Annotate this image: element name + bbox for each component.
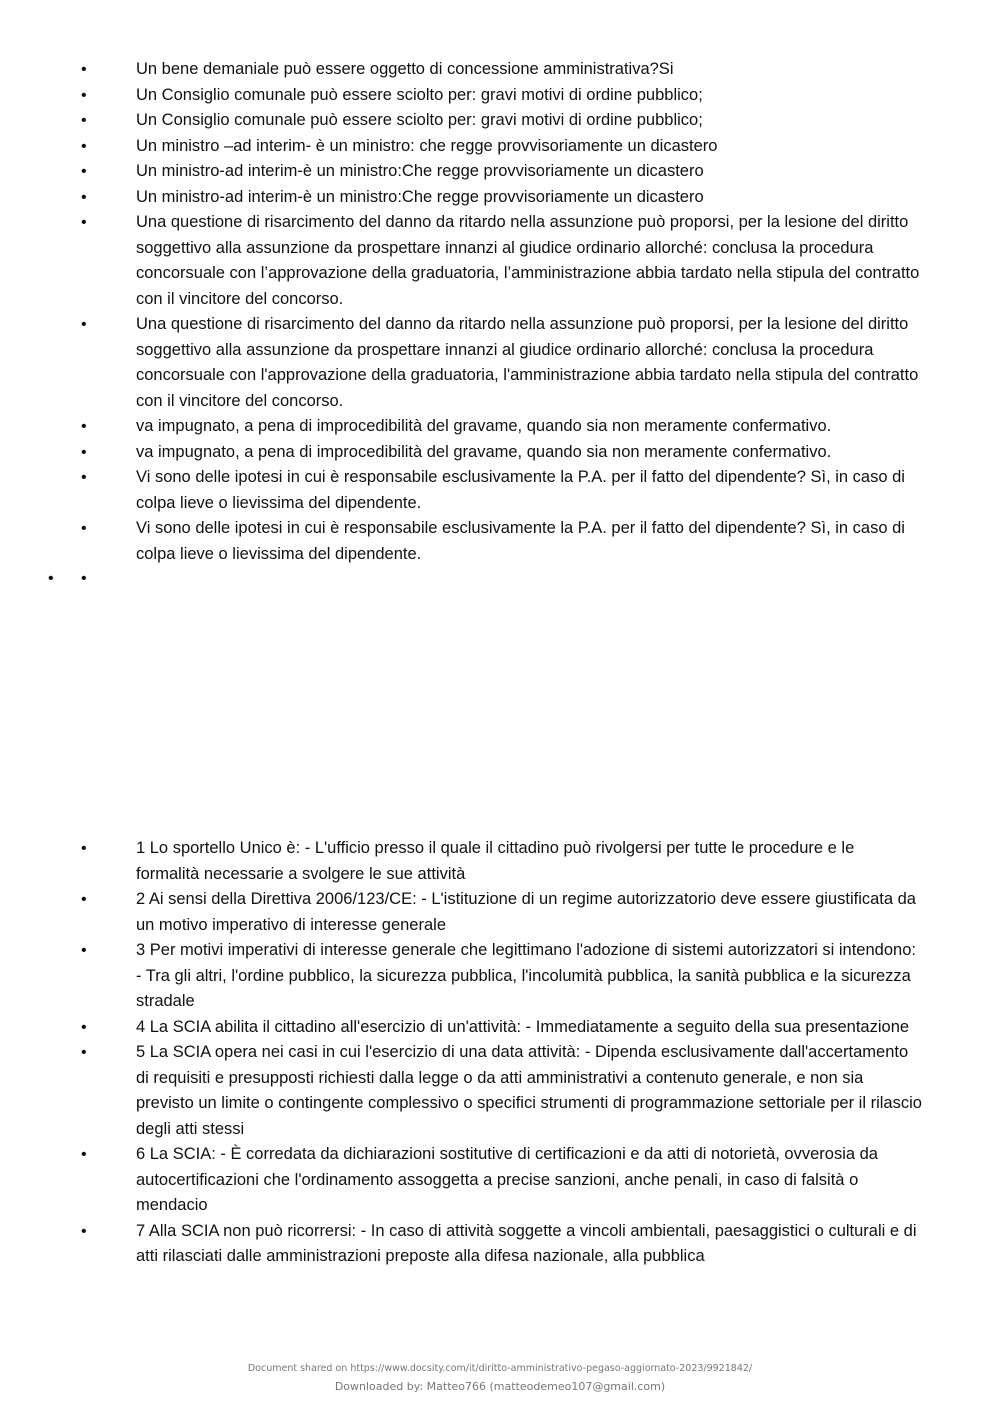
list-item xyxy=(0,465,1000,516)
list-item-text: Un Consiglio comunale può essere sciolto per: gravi motivi di ordine pubblico; xyxy=(136,111,703,129)
list-item xyxy=(0,134,1000,160)
list-item-text: 6 La SCIA: - È corredata da dichiarazioni sostitutive di certificazioni e da atti di notorietà, ovverosia da autocertificazioni che l'ordinamento assoggetta a precise sanzioni, anche penali, in caso di falsità o mendacio xyxy=(136,1145,878,1214)
stray-bullet: • xyxy=(81,570,87,587)
stray-bullet: • xyxy=(48,570,54,587)
list-item-text: Vi sono delle ipotesi in cui è responsabile esclusivamente la P.A. per il fatto del dipendente? Sì, in caso di colpa lieve o lievissima del dipendente. xyxy=(136,468,905,512)
bullet-icon: • xyxy=(81,163,87,180)
list-item xyxy=(0,108,1000,134)
bullet-icon: • xyxy=(81,443,87,461)
bullet-icon: • xyxy=(81,1222,87,1240)
list-item xyxy=(0,83,1000,109)
list-item-text: Vi sono delle ipotesi in cui è responsabile esclusivamente la P.A. per il fatto del dipendente? Sì, in caso di colpa lieve o lievissima del dipendente. xyxy=(136,519,905,563)
list-item-text: va impugnato, a pena di improcedibilità del gravame, quando sia non meramente confermativo. xyxy=(136,417,832,435)
list-item-text: Un Consiglio comunale può essere sciolto per: gravi motivi di ordine pubblico; xyxy=(136,85,703,104)
list-item-text: 4 La SCIA abilita il cittadino all'esercizio di un'attività: - Immediatamente a seguito della sua presentazione xyxy=(136,1017,910,1036)
list-item xyxy=(0,312,1000,414)
bullet-icon: • xyxy=(81,137,87,155)
list-item-text: Una questione di risarcimento del danno da ritardo nella assunzione può proporsi, per la lesione del diritto soggettivo alla assunzione da prospettare innanzi al giudice ordinario allorché: conclusa la procedura concorsuale con l’approvazione della graduatoria, l’amministrazione abbia tardato nella stipula del contratto con il vincitore del concorso. xyxy=(136,213,920,308)
question-list-bottom xyxy=(0,836,1000,1270)
bullet-icon: • xyxy=(81,942,87,959)
list-item-text: 7 Alla SCIA non può ricorrersi: - In caso di attività soggette a vincoli ambientali, paesaggistici o culturali e di atti rilasciati dalle amministrazioni preposte alla difesa nazionale, alla pubblica xyxy=(136,1221,917,1265)
bullet-icon: • xyxy=(81,61,87,78)
bullet-icon: • xyxy=(81,214,87,231)
bullet-icon: • xyxy=(81,188,87,206)
list-item xyxy=(0,1040,1000,1142)
list-item xyxy=(0,440,1000,466)
question-list-top xyxy=(0,57,1000,567)
bullet-icon: • xyxy=(81,112,87,129)
list-item xyxy=(0,185,1000,211)
bullet-icon: • xyxy=(81,1044,87,1061)
list-item-text: Una questione di risarcimento del danno da ritardo nella assunzione può proporsi, per la lesione del diritto soggettivo alla assunzione da prospettare innanzi al giudice ordinario allorché: conclusa la procedura concorsuale con l'approvazione della graduatoria, l'amministrazione abbia tardato nella stipula del contratto con il vincitore del concorso. xyxy=(136,315,919,410)
bullet-icon: • xyxy=(81,1018,87,1036)
bullet-icon: • xyxy=(81,316,87,333)
list-item-text: Un ministro-ad interim-è un ministro:Che regge provvisoriamente un dicastero xyxy=(136,162,704,180)
list-item-text: Un ministro –ad interim- è un ministro: che regge provvisoriamente un dicastero xyxy=(136,136,718,155)
list-item xyxy=(0,516,1000,567)
bullet-icon: • xyxy=(81,86,87,104)
footer-shared-link: Document shared on https://www.docsity.com/it/diritto-amministrativo-pegaso-aggiornato-2023/9921842/ xyxy=(247,1363,753,1374)
list-item-text: Un ministro-ad interim-è un ministro:Che regge provvisoriamente un dicastero xyxy=(136,187,704,206)
bullet-icon: • xyxy=(81,1146,87,1163)
list-item-text: 3 Per motivi imperativi di interesse generale che legittimano l'adozione di sistemi autorizzatori si intendono: - Tra gli altri, l'ordine pubblico, la sicurezza pubblica, l'incolumità pubblica, la sanità pubblica e la sicurezza stradale xyxy=(136,941,916,1010)
list-item xyxy=(0,159,1000,185)
list-item xyxy=(0,57,1000,83)
bullet-icon: • xyxy=(81,840,87,857)
list-item-text: 5 La SCIA opera nei casi in cui l'esercizio di una data attività: - Dipenda esclusivamente dall'accertamento di requisiti e presupposti richiesti dalla legge o da atti amministrativi a contenuto generale, e non sia previsto un limite o contingente complessivo o specifici strumenti di programmazione settoriale per il rilascio degli atti stessi xyxy=(136,1043,922,1138)
bullet-icon: • xyxy=(81,418,87,435)
list-item xyxy=(0,1015,1000,1041)
list-item-text: 2 Ai sensi della Direttiva 2006/123/CE: - L'istituzione di un regime autorizzatorio deve essere giustificata da un motivo imperativo di interesse generale xyxy=(136,890,916,934)
list-item-text: 1 Lo sportello Unico è: - L'ufficio presso il quale il cittadino può rivolgersi per tutte le procedure e le formalità necessarie a svolgere le sue attività xyxy=(136,839,855,883)
bullet-icon: • xyxy=(81,520,87,537)
footer-downloaded-by: Downloaded by: Matteo766 (matteodemeo107@gmail.com) xyxy=(334,1380,666,1393)
list-item-text: va impugnato, a pena di improcedibilità del gravame, quando sia non meramente confermativo. xyxy=(136,442,832,461)
list-item-text: Un bene demaniale può essere oggetto di concessione amministrativa?Si xyxy=(136,60,674,78)
list-item xyxy=(0,836,1000,887)
list-item xyxy=(0,414,1000,440)
list-item xyxy=(0,1142,1000,1219)
list-item xyxy=(0,887,1000,938)
bullet-icon: • xyxy=(81,469,87,486)
bullet-icon: • xyxy=(81,891,87,908)
list-item xyxy=(0,210,1000,312)
list-item xyxy=(0,1219,1000,1270)
list-item xyxy=(0,938,1000,1015)
